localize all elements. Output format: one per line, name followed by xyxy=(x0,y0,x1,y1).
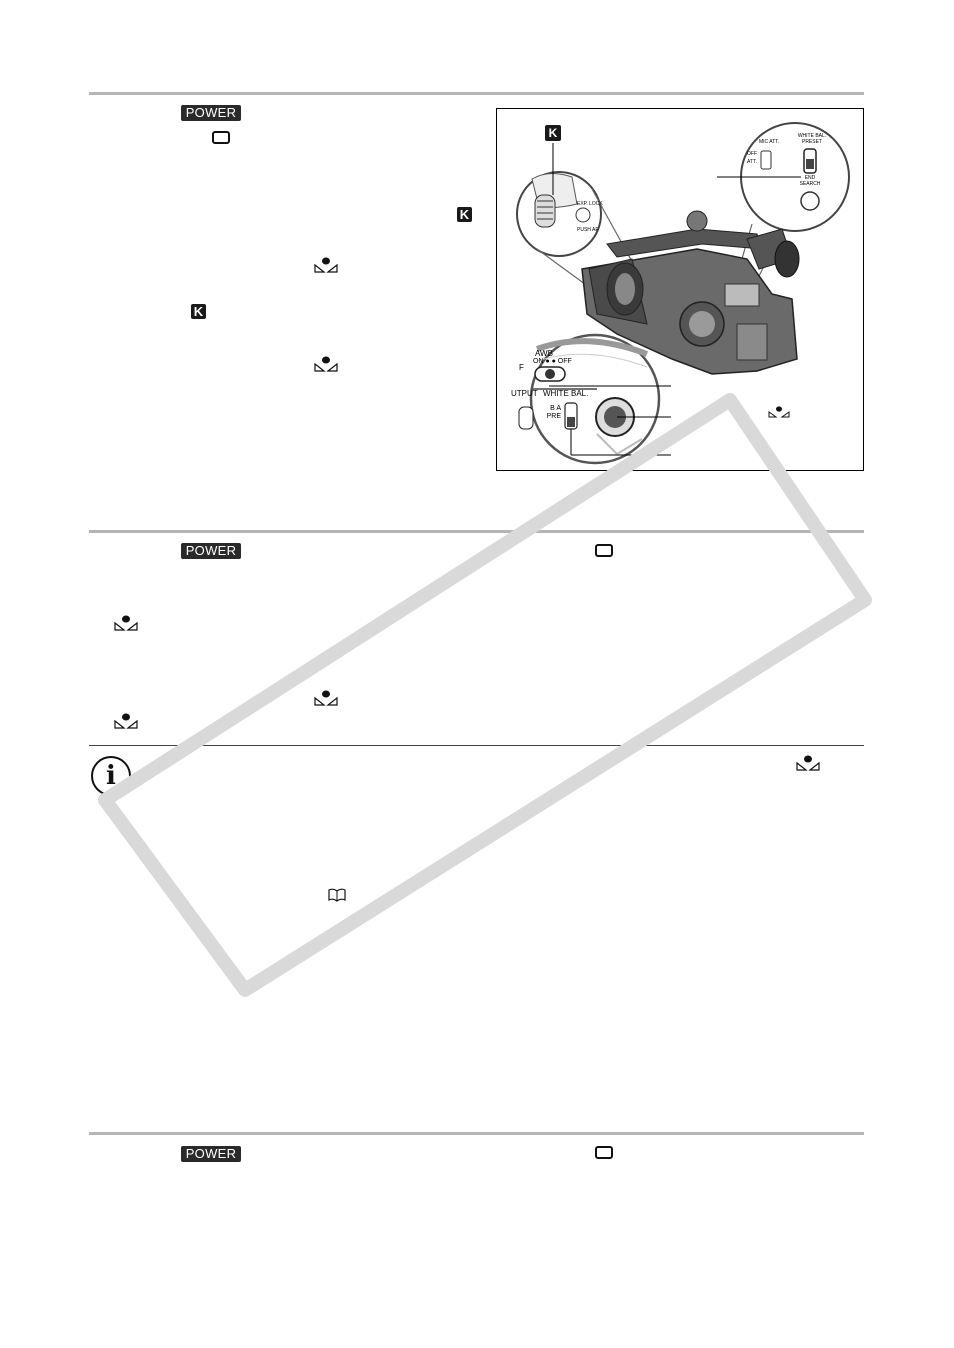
section-rule-3 xyxy=(89,1132,864,1135)
figure-white-bal-preset-label: WHITE BAL. PRESET xyxy=(797,133,827,145)
figure-white-bal-label: WHITE BAL. xyxy=(543,389,589,398)
figure-awb-label: AWB xyxy=(535,349,553,358)
note-divider xyxy=(89,745,864,746)
k-badge-icon: K xyxy=(191,304,206,319)
power-badge: POWER xyxy=(181,105,241,121)
book-reference-icon xyxy=(328,888,346,902)
power-badge: POWER xyxy=(181,1146,241,1162)
figure-mic-att-label: MIC ATT. xyxy=(759,139,780,145)
section-rule-2 xyxy=(89,530,864,533)
white-balance-set-icon xyxy=(313,355,339,373)
white-balance-set-icon xyxy=(113,712,139,730)
camcorder-illustration xyxy=(496,108,864,471)
figure-on-off-label: ON ● ● OFF xyxy=(533,358,572,365)
section-rule-1 xyxy=(89,92,864,95)
figure-f-label: F xyxy=(519,363,524,372)
figure-b-a-pre-label: B A PRE xyxy=(546,405,561,420)
figure-exp-lock-label: EXP. LOCK xyxy=(577,201,603,207)
figure-k-badge-label: K xyxy=(548,126,558,140)
figure-off-label: OFF xyxy=(747,151,757,157)
figure-push-af-label: PUSH AF xyxy=(577,227,599,233)
white-balance-set-icon xyxy=(313,689,339,707)
info-icon: i xyxy=(91,756,131,796)
camera-mode-icon xyxy=(595,1146,613,1159)
camera-mode-icon xyxy=(595,544,613,557)
white-balance-set-icon xyxy=(795,754,821,772)
k-badge-icon: K xyxy=(457,207,472,222)
white-balance-set-icon xyxy=(313,256,339,274)
figure-end-search-label: END SEARCH xyxy=(799,175,821,187)
power-badge: POWER xyxy=(181,543,241,559)
figure-output-label: UTPUT xyxy=(511,389,538,398)
camera-mode-icon xyxy=(212,131,230,144)
white-balance-set-icon xyxy=(113,614,139,632)
figure-att-label: ATT. xyxy=(747,159,757,165)
